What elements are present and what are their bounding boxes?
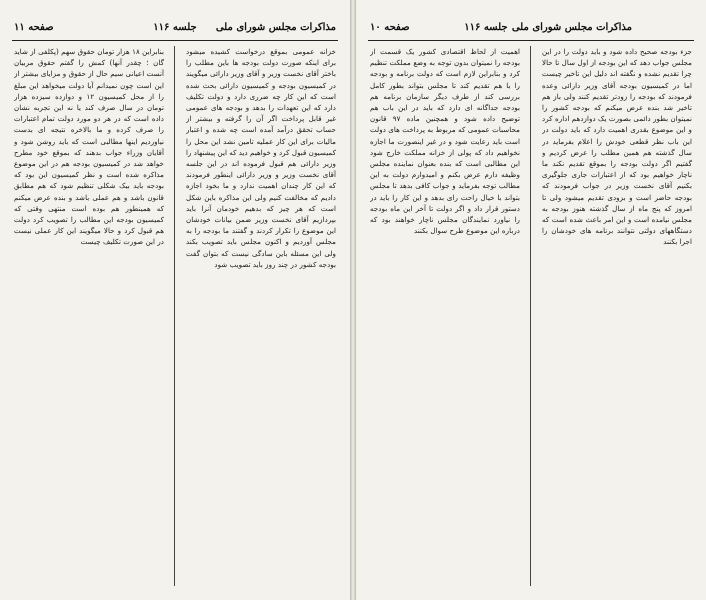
left-page-number: صفحه ۱۱ xyxy=(14,22,54,33)
left-header-rule xyxy=(12,40,338,41)
right-page xyxy=(356,0,706,600)
right-column-right-text: جزء بودجه صحیح داده شود و باید دولت را در این مجلس جواب دهد که این بودجه از اول سال تا حالا چرا تقدیم نشده و نگفته اند دلیل این تاخیر چیست اما در کمیسیون بودجه آقای وزیر دارائی وعده فرمودند که بودجه را زودتر تقدیم کنند ولی باز هم تاخیر شد بنده عرض میکنم که بودجه کشور را نمیتوان بطور دائمی بصورت یک دوازدهم اداره کرد و این موضوع بقدری اهمیت دارد که باید دولت در این باب نظر قطعی خودش را اعلام بفرماید در سال گذشته هم همین مطلب را عرض کردیم و گفتیم اگر دولت بودجه را بموقع تقدیم نکند ما ناچار خواهیم بود که از اعتبارات جاری جلوگیری بکنیم آقای نخست وزیر در جواب فرمودند که بودجه حاضر است و بزودی تقدیم میشود ولی تا امروز که پنج ماه از سال گذشته هنوز بودجه به مجلس نیامده است و این امر باعث شده است که دستگاههای دولتی نتوانند برنامه های خودشان را اجرا بکنند xyxy=(542,47,692,247)
left-page-session: جلسه ۱۱۶ xyxy=(153,22,197,33)
left-page xyxy=(0,0,350,600)
right-page-header xyxy=(370,22,692,38)
right-page-column-right xyxy=(542,46,692,588)
left-page-title: مذاکرات مجلس شورای ملی xyxy=(215,22,336,33)
right-header-rule xyxy=(368,40,694,41)
left-page-column-right xyxy=(186,46,336,588)
left-column-left-text: بنابراین ۱۸ هزار تومان حقوق سهم (پکلفی از شاید گان ؛ چقدر آنها) کمش را گفتم حقوق مربیان آنست اعیانی سیم حال از حقوق و مزایای بیشتر از این است چون نمیدانم آیا دولت میخواهد این مبلغ را از محل کمیسیون ۱۲ و دوازده سیزده هزار تومان در سال صرف کند یا نه این تجربه نشان داده است که در هر دو مورد دولت تمام اعتبارات را صرف کرده و ما بالاخره نتیجه ای بدست نیاوردیم اینها مطالبی است که باید روشن شود و آقایان وزراء جواب بدهند که بموقع خود مطرح خواهد شد در کمیسیون بودجه هم در این موضوع مذاکره شده است و نظر کمیسیون این بود که بودجه باید بیک شکلی تنظیم شود که هم مطابق قانون باشد و هم عملی باشد و بنده عرض میکنم که همینطور هم بوده است منتهی وقتی که کمیسیون بودجه این مطالب را تصویب کرد دولت هم قبول کرد و حالا میگویند این کار عملی نیست در این صورت تکلیف چیست xyxy=(14,47,164,247)
right-page-session: جلسه ۱۱۶ xyxy=(464,22,508,33)
right-column-left-text: اهمیت از لحاظ اقتصادی کشور یک قسمت از بودجه را نمیتوان بدون توجه به وضع مملکت تنظیم کرد و بنابراین لازم است که دولت برنامه و بودجه را با هم تقدیم کند تا مجلس بتواند بطور کامل بررسی کند از طرف دیگر سازمان برنامه هم بودجه جداگانه ای دارد که باید در این باب هم توضیح داده شود و همچنین ماده ۹۷ قانون محاسبات عمومی که مربوط به پرداخت های دولت است باید رعایت شود و در غیر اینصورت ما اجازه نخواهیم داد که پولی از خزانه مملکت خارج شود این مطالبی است که بنده بعنوان نماینده مجلس وظیفه دارم عرض بکنم و امیدوارم دولت به این مطالب توجه بفرماید و جواب کافی بدهد تا مجلس بتواند با خیال راحت رای بدهد و این کار را باید در دستور قرار داد و اگر دولت تا آخر این ماه بودجه را نیاورد نمایندگان مجلس ناچار خواهند بود که درباره این موضوع طرح سوال بکنند xyxy=(370,47,520,236)
left-column-right-text: خزانه عمومی بموقع درخواست کشیده میشود برای اینکه صورت دولت بودجه ها باین مطلب را باختر آقای نخست وزیر و آقای وزیر دارائی میگویند در کمیسیون بودجه و کمیسیون دارائی بحث شده است که این کار چه ضرری دارد و دولت تکلیف دارد که این تعهدات را بدهد و بودجه های عمومی غیر قابل پرداخت اگر آن را گرفته و بیشتر از حساب تحقق درآمد آمده است چه شده و اعتبار مالیات برای این کار عملیه تامین نشد این محل را کمیسیون قبول کرد و خواهیم دید که این پیشنهاد را وزیر دارائی هم قبول فرموده اند در این جلسه آقای نخست وزیر و وزیر دارائی اینطور فرمودند که این کار چندان اهمیت ندارد و ما بخود اجازه دادیم که مخالفت کنیم ولی این مذاکره باین شکل است که هر چیز که بدهیم خودمان آنرا باید بپردازیم آقای نخست وزیر ضمن بیانات خودشان این موضوع را تکرار کردند و گفتند ما بودجه را به مجلس آوردیم و اکنون مجلس باید تصویب بکند ولی این مسئله باین سادگی نیست که بتوان گفت بودجه کشور در چند روز باید تصویب شود xyxy=(186,47,336,269)
right-page-column-left xyxy=(370,46,520,588)
left-page-header xyxy=(14,22,336,38)
right-page-title: مذاکرات مجلس شورای ملی xyxy=(511,22,632,33)
right-page-number: صفحه ۱۰ xyxy=(370,22,410,33)
left-page-column-left xyxy=(14,46,164,588)
left-column-divider xyxy=(174,46,175,586)
right-column-divider xyxy=(530,46,531,586)
